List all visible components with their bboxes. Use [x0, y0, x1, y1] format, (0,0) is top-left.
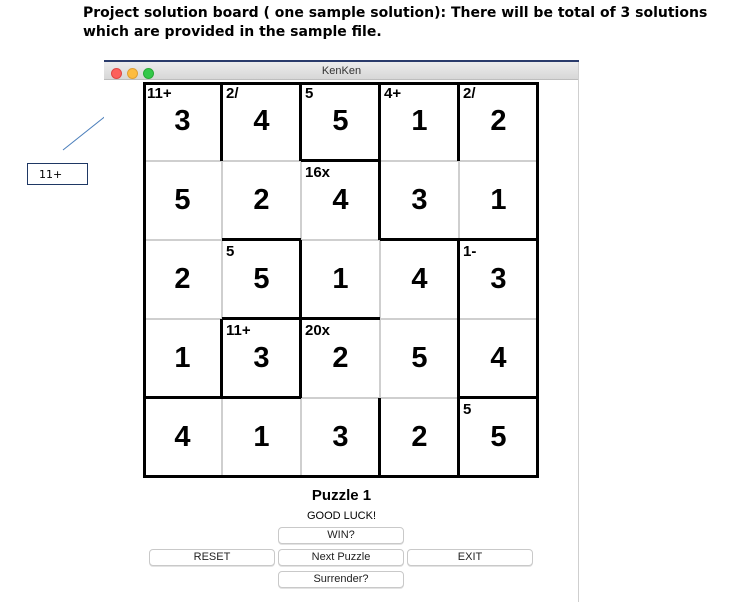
cell-r3-c5[interactable]	[459, 240, 538, 319]
cage-border	[536, 82, 539, 478]
reset-button[interactable]: RESET	[149, 549, 275, 566]
window-title: KenKen	[321, 65, 362, 77]
win-button[interactable]: WIN?	[278, 527, 404, 544]
cell-value: 3	[253, 342, 270, 374]
cage-label: 5	[463, 401, 472, 418]
cage-border	[222, 238, 301, 241]
cage-border	[143, 475, 539, 478]
cell-value: 3	[332, 421, 349, 453]
cage-label: 2/	[463, 85, 476, 102]
cell-r1-c2[interactable]	[222, 82, 301, 161]
cell-value: 5	[490, 421, 507, 453]
kenken-board	[143, 82, 539, 478]
annotation-label: 11+	[39, 167, 63, 181]
cell-value: 1	[174, 342, 191, 374]
cage-label: 2/	[226, 85, 239, 102]
cage-border	[220, 319, 223, 398]
cell-r4-c1[interactable]	[143, 319, 222, 398]
cell-r2-c3[interactable]	[301, 161, 380, 240]
cell-r1-c5[interactable]	[459, 82, 538, 161]
exit-button[interactable]: EXIT	[407, 549, 533, 566]
cage-label: 20x	[305, 322, 331, 339]
cage-border	[459, 396, 538, 399]
annotation-callout	[27, 163, 88, 185]
cage-border	[143, 396, 222, 399]
cage-border	[457, 240, 460, 477]
cell-r5-c5[interactable]	[459, 398, 538, 477]
surrender-button[interactable]: Surrender?	[278, 571, 404, 588]
cell-r5-c3[interactable]	[301, 398, 380, 477]
cell-r2-c5[interactable]	[459, 161, 538, 240]
cage-border	[143, 82, 539, 85]
cage-border	[301, 317, 380, 320]
cage-border	[299, 319, 302, 398]
cage-label: 4+	[384, 85, 402, 102]
cell-value: 5	[411, 342, 428, 374]
cage-border	[299, 82, 302, 161]
cell-value: 5	[174, 184, 191, 216]
puzzle-title: Puzzle 1	[311, 487, 372, 504]
cage-border	[220, 82, 223, 161]
cell-r4-c2[interactable]	[222, 319, 301, 398]
cage-border	[378, 398, 381, 477]
cage-border	[222, 317, 301, 320]
cell-value: 4	[174, 421, 191, 453]
cell-r3-c3[interactable]	[301, 240, 380, 319]
cell-r5-c4[interactable]	[380, 398, 459, 477]
cage-label: 5	[305, 85, 314, 102]
cage-border	[459, 238, 538, 241]
cell-value: 4	[253, 105, 270, 137]
cage-label: 16x	[305, 164, 331, 181]
cell-value: 5	[332, 105, 349, 137]
status-message: GOOD LUCK!	[306, 510, 377, 522]
cell-value: 3	[490, 263, 507, 295]
cell-value: 2	[174, 263, 191, 295]
cage-label: 11+	[226, 322, 251, 339]
cell-r3-c2[interactable]	[222, 240, 301, 319]
cell-r1-c1[interactable]	[143, 82, 222, 161]
cell-r3-c1[interactable]	[143, 240, 222, 319]
cage-label: 1-	[463, 243, 477, 260]
cell-value: 4	[332, 184, 349, 216]
cell-value: 2	[490, 105, 507, 137]
cell-r2-c1[interactable]	[143, 161, 222, 240]
instruction-caption: Project solution board ( one sample solution): There will be total of 3 solutions which are provided in the sample file.	[83, 5, 708, 40]
cell-r4-c5[interactable]	[459, 319, 538, 398]
next-puzzle-button[interactable]: Next Puzzle	[278, 549, 404, 566]
cell-r2-c4[interactable]	[380, 161, 459, 240]
cage-border	[457, 82, 460, 161]
title-bar[interactable]	[104, 60, 579, 80]
cell-value: 1	[411, 105, 428, 137]
cage-border	[301, 159, 380, 162]
cage-border	[143, 82, 146, 478]
cell-value: 5	[253, 263, 270, 295]
cell-r4-c3[interactable]	[301, 319, 380, 398]
cell-value: 3	[411, 184, 428, 216]
cage-border	[380, 238, 459, 241]
cell-r3-c4[interactable]	[380, 240, 459, 319]
cage-border	[222, 396, 301, 399]
cage-label: 11+	[147, 85, 172, 102]
cell-value: 1	[490, 184, 507, 216]
cell-r2-c2[interactable]	[222, 161, 301, 240]
cell-value: 4	[490, 342, 507, 374]
cell-value: 4	[411, 263, 428, 295]
cell-r1-c4[interactable]	[380, 82, 459, 161]
cell-value: 1	[253, 421, 270, 453]
cell-value: 1	[332, 263, 349, 295]
cell-r5-c1[interactable]	[143, 398, 222, 477]
cell-r5-c2[interactable]	[222, 398, 301, 477]
cage-border	[299, 240, 302, 319]
cell-r1-c3[interactable]	[301, 82, 380, 161]
cell-value: 2	[253, 184, 270, 216]
cage-label: 5	[226, 243, 235, 260]
cell-value: 2	[411, 421, 428, 453]
cell-value: 3	[174, 105, 191, 137]
cell-r4-c4[interactable]	[380, 319, 459, 398]
cell-value: 2	[332, 342, 349, 374]
